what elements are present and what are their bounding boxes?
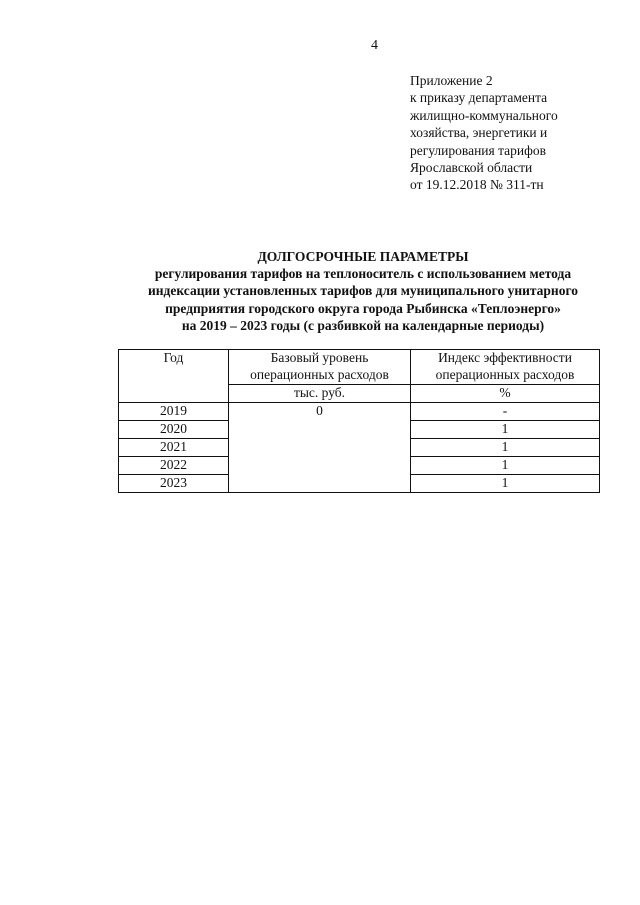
cell-year: 2020 [119, 420, 229, 438]
table-row [119, 402, 600, 420]
cell-efficiency: 1 [411, 438, 600, 456]
cell-efficiency: 1 [411, 456, 600, 474]
title-line: на 2019 – 2023 годы (с разбивкой на календарные периоды) [181, 317, 545, 333]
title-line: регулирования тарифов на теплоноситель с использованием метода [154, 266, 572, 282]
parameters-table [118, 349, 600, 493]
page-number: 4 [371, 38, 378, 53]
appendix-line: жилищно-коммунального [410, 107, 558, 123]
title-line: индексации установленных тарифов для муниципального унитарного [147, 283, 579, 299]
appendix-line: регулирования тарифов [410, 142, 547, 158]
unit-base-level: тыс. руб. [229, 385, 411, 403]
appendix-line: Приложение 2 [410, 73, 493, 88]
cell-year: 2019 [119, 402, 229, 420]
cell-efficiency: 1 [411, 474, 600, 492]
cell-year: 2021 [119, 438, 229, 456]
header-base-level: Базовый уровень операционных расходов [229, 350, 411, 385]
appendix-line: от 19.12.2018 № 311-тн [410, 177, 544, 193]
appendix-note [410, 72, 558, 194]
title-heading: ДОЛГОСРОЧНЫЕ ПАРАМЕТРЫ [257, 249, 469, 264]
cell-base-level: 0 [229, 402, 411, 492]
appendix-line: Ярославской области [410, 160, 533, 176]
cell-efficiency: - [411, 402, 600, 420]
appendix-line: к приказу департамента [410, 90, 548, 106]
header-year: Год [119, 350, 229, 403]
cell-year: 2022 [119, 456, 229, 474]
table-header-row [119, 350, 600, 385]
unit-efficiency: % [411, 385, 600, 403]
cell-efficiency: 1 [411, 420, 600, 438]
document-title [70, 248, 640, 334]
title-line: предприятия городского округа города Рыбинска «Теплоэнерго» [165, 300, 561, 316]
cell-year: 2023 [119, 474, 229, 492]
appendix-line: хозяйства, энергетики и [410, 125, 548, 141]
header-efficiency-index: Индекс эффективности операционных расходов [411, 350, 600, 385]
